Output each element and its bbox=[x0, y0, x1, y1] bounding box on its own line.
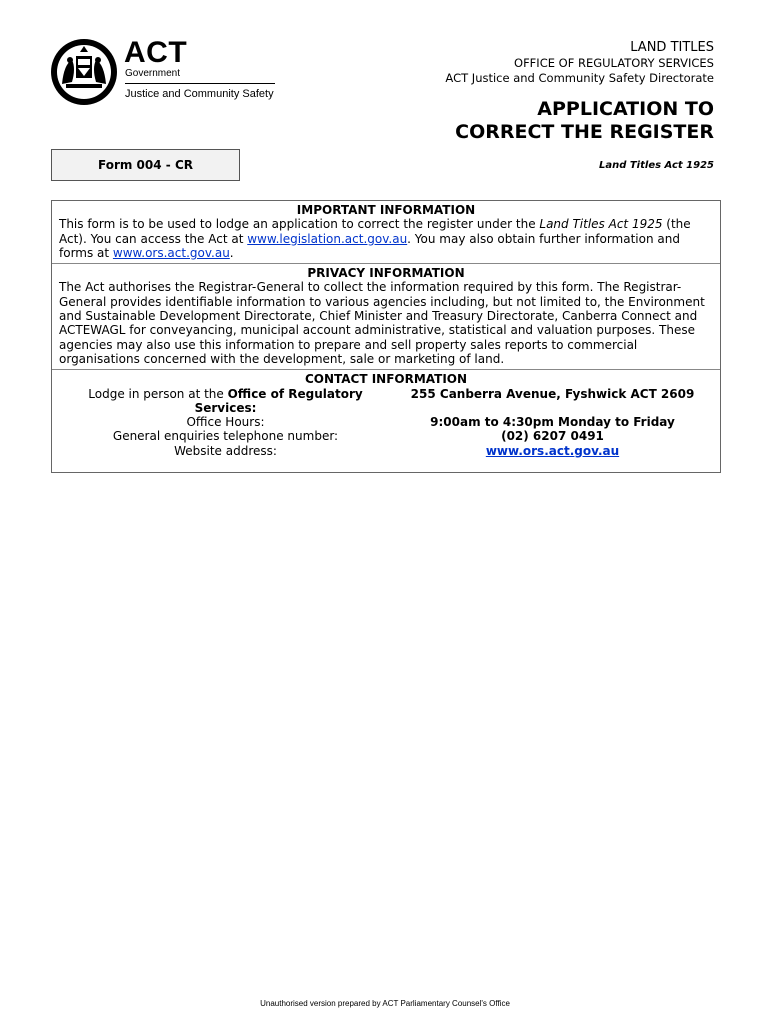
lodge-office-name: Office of Regulatory Services: bbox=[194, 386, 363, 415]
contact-hours-value: 9:00am to 4:30pm Monday to Friday bbox=[430, 415, 675, 430]
logo-government-text: Government bbox=[125, 68, 181, 79]
header-land-titles: LAND TITLES bbox=[630, 40, 714, 55]
contact-website-link[interactable]: www.ors.act.gov.au bbox=[485, 443, 620, 458]
lodge-prefix: Lodge in person at the bbox=[88, 386, 228, 401]
contact-grid bbox=[59, 387, 713, 458]
important-text-b: (the Act). You can access the Act at bbox=[59, 217, 691, 246]
important-act-name: Land Titles Act 1925 bbox=[539, 217, 663, 232]
important-text bbox=[59, 217, 713, 260]
header-office: OFFICE OF REGULATORY SERVICES bbox=[514, 56, 714, 70]
contact-phone-label: General enquiries telephone number: bbox=[112, 429, 339, 444]
act-government-logo bbox=[50, 38, 280, 108]
ors-link[interactable]: www.ors.act.gov.au bbox=[112, 245, 230, 260]
page-title bbox=[455, 98, 714, 144]
act-coat-of-arms-icon bbox=[50, 38, 118, 106]
important-text-d: . bbox=[229, 245, 234, 260]
important-text-a: This form is to be used to lodge an application to correct the register under the bbox=[59, 217, 540, 232]
header-directorate: ACT Justice and Community Safety Directorate bbox=[445, 71, 714, 85]
privacy-information-section bbox=[52, 263, 720, 369]
contact-web-label: Website address: bbox=[174, 443, 277, 458]
logo-divider bbox=[125, 83, 275, 84]
contact-hours-label: Office Hours: bbox=[186, 415, 265, 430]
logo-wordmark: ACT bbox=[124, 36, 188, 69]
title-line-1: APPLICATION TO bbox=[537, 98, 714, 120]
important-heading: IMPORTANT INFORMATION bbox=[296, 203, 476, 217]
privacy-text: The Act authorises the Registrar-General to collect the information required by this form. The Registrar-General provides identifiable information to various agencies including, but not limited to, the Environment and Sustainable Development Directorate, Chief Minister and Treasury Directorate, Canberra Connect and ACTEWAGL for conveyancing, municipal account administrative, statistical and valuation purposes. These agencies may also use this information to prepare and sell property sales reports to commercial organisations concerned with the development, sale or marketing of land. bbox=[59, 280, 705, 366]
legislation-link[interactable]: www.legislation.act.gov.au bbox=[247, 231, 408, 246]
contact-heading: CONTACT INFORMATION bbox=[304, 372, 468, 387]
important-text-c: . You may also obtain further information and forms at bbox=[59, 231, 680, 260]
logo-department-text: Justice and Community Safety bbox=[125, 88, 274, 100]
contact-web-value-cell bbox=[392, 444, 713, 458]
important-information-section bbox=[52, 201, 720, 263]
contact-address: 255 Canberra Avenue, Fyshwick ACT 2609 bbox=[410, 386, 695, 401]
privacy-heading: PRIVACY INFORMATION bbox=[307, 266, 465, 281]
title-line-2: CORRECT THE REGISTER bbox=[455, 121, 714, 143]
form-number-box: Form 004 - CR bbox=[51, 149, 240, 181]
contact-lodge-label bbox=[59, 387, 392, 416]
contact-information-section bbox=[52, 369, 720, 472]
contact-phone-value: (02) 6207 0491 bbox=[501, 429, 604, 444]
information-box bbox=[51, 200, 721, 473]
act-reference: Land Titles Act 1925 bbox=[598, 160, 714, 171]
footer-note: Unauthorised version prepared by ACT Parliamentary Counsel's Office bbox=[260, 999, 510, 1008]
